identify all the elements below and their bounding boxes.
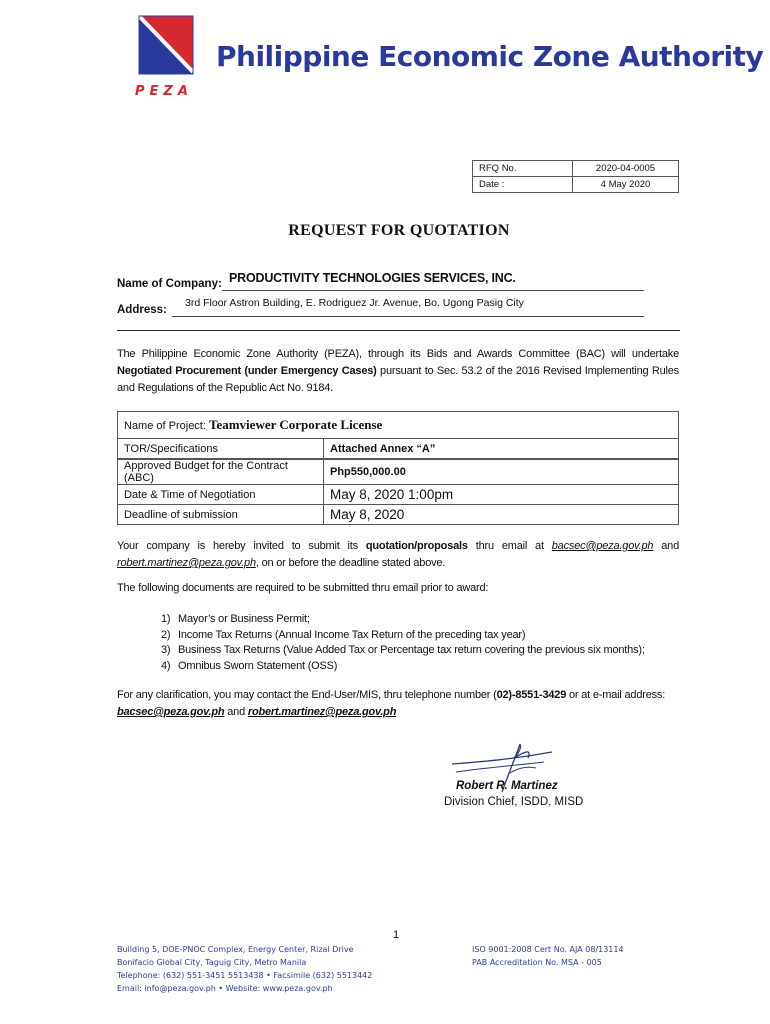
list-item bbox=[161, 612, 645, 628]
footer-line: Bonifacio Global City, Taguig City, Metro Manila bbox=[117, 958, 307, 967]
deadline-label: Deadline of submission bbox=[118, 505, 324, 525]
list-text: Income Tax Returns (Annual Income Tax Return of the preceding tax year) bbox=[178, 628, 526, 641]
negotiation-value: May 8, 2020 1:00pm bbox=[324, 485, 679, 505]
signatory-position: Division Chief, ISDD, MISD bbox=[444, 796, 584, 808]
project-row bbox=[118, 459, 679, 485]
rfq-date-row bbox=[473, 177, 679, 193]
footer-line: Email: info@peza.gov.ph • Website: www.peza.gov.ph bbox=[117, 984, 333, 993]
project-row bbox=[118, 505, 679, 525]
invite-bold: quotation/proposals bbox=[365, 540, 468, 552]
email-link-martinez[interactable]: robert.martinez@peza.gov.ph bbox=[117, 557, 256, 569]
footer-line: ISO 9001:2008 Cert No. AJA 08/13114 bbox=[472, 945, 624, 954]
project-name-label: Name of Project: bbox=[124, 420, 209, 432]
list-number: 4) bbox=[161, 659, 171, 672]
signatory-name: Robert R. Martinez bbox=[456, 780, 558, 792]
list-item bbox=[161, 628, 645, 644]
invite-text-1: Your company is hereby invited to submit its bbox=[117, 540, 366, 552]
email-link-bacsec[interactable]: bacsec@peza.gov.ph bbox=[551, 540, 654, 552]
project-table bbox=[117, 411, 679, 525]
rfq-number-row bbox=[473, 161, 679, 177]
project-name-value: Teamviewer Corporate License bbox=[208, 417, 383, 432]
address-label: Address: bbox=[117, 304, 167, 316]
contact-text-2: or at e-mail address: bbox=[566, 689, 666, 701]
contact-text-1: For any clarification, you may contact the End-User/MIS, thru telephone number ( bbox=[117, 689, 497, 701]
project-name-row bbox=[118, 412, 679, 439]
contact-and: and bbox=[224, 706, 248, 718]
list-number: 2) bbox=[161, 628, 171, 641]
contact-phone: 02)-8551-3429 bbox=[496, 689, 567, 701]
rfq-number-label: RFQ No. bbox=[473, 161, 573, 177]
project-row bbox=[118, 439, 679, 460]
company-underline bbox=[222, 290, 644, 291]
email-link-bacsec[interactable]: bacsec@peza.gov.ph bbox=[117, 706, 225, 718]
rfq-date-value: 4 May 2020 bbox=[573, 177, 679, 193]
invite-text-3: and bbox=[653, 540, 679, 552]
intro-text-1: The Philippine Economic Zone Authority (PEZA), through its Bids and Awards Committee (BAC) will undertake bbox=[117, 348, 679, 360]
address-value: 3rd Floor Astron Building, E. Rodriguez Jr. Avenue, Bo. Ugong Pasig City bbox=[185, 297, 524, 309]
list-item bbox=[161, 643, 645, 659]
invite-text-2: thru email at bbox=[467, 540, 552, 552]
footer-line: PAB Accreditation No. MSA - 005 bbox=[472, 958, 602, 967]
separator-line bbox=[117, 330, 680, 331]
footer-line: Telephone: (632) 551-3451 5513438 • Facsimile (632) 5513442 bbox=[117, 971, 373, 980]
list-text: Omnibus Sworn Statement (OSS) bbox=[178, 659, 338, 672]
address-underline bbox=[172, 316, 644, 317]
logo-text: PEZA bbox=[135, 84, 193, 99]
page-number: 1 bbox=[393, 929, 400, 941]
tor-value: Attached Annex “A” bbox=[324, 439, 679, 460]
project-name-cell bbox=[118, 412, 679, 439]
docs-intro: The following documents are required to be submitted thru email prior to award: bbox=[117, 582, 489, 594]
negotiation-label: Date & Time of Negotiation bbox=[118, 485, 324, 505]
list-number: 3) bbox=[161, 644, 171, 656]
intro-paragraph bbox=[117, 346, 679, 397]
footer-address bbox=[117, 943, 372, 995]
rfq-date-label: Date : bbox=[473, 177, 573, 193]
rfq-info-table bbox=[472, 160, 679, 193]
company-label: Name of Company: bbox=[117, 278, 222, 290]
contact-paragraph bbox=[117, 687, 679, 721]
tor-label: TOR/Specifications bbox=[118, 439, 324, 460]
list-text: Mayor’s or Business Permit; bbox=[178, 613, 310, 625]
intro-text-2: pursuant to Sec. 53.2 of the 2016 Revised Implementing Rules and Regulations of the Republic Act No. 9184. bbox=[117, 365, 679, 394]
rfq-number-value: 2020-04-0005 bbox=[573, 161, 679, 177]
docs-list bbox=[161, 612, 645, 674]
document-title: REQUEST FOR QUOTATION bbox=[288, 222, 510, 239]
footer-certification bbox=[472, 943, 624, 969]
list-number: 1) bbox=[161, 613, 171, 625]
list-text: Business Tax Returns (Value Added Tax or Percentage tax return covering the previous six months); bbox=[178, 644, 645, 656]
list-item bbox=[161, 659, 645, 675]
docs-list-wrapper bbox=[161, 612, 645, 674]
company-value: PRODUCTIVITY TECHNOLOGIES SERVICES, INC. bbox=[229, 271, 516, 285]
organization-name: Philippine Economic Zone Authority bbox=[216, 40, 764, 73]
project-row bbox=[118, 485, 679, 505]
deadline-value: May 8, 2020 bbox=[324, 505, 679, 525]
footer-line: Building 5, DOE-PNOC Complex, Energy Center, Rizal Drive bbox=[117, 945, 354, 954]
invite-paragraph bbox=[117, 538, 679, 572]
intro-bold: Negotiated Procurement (under Emergency Cases) bbox=[117, 365, 377, 377]
invite-text-4: , on or before the deadline stated above. bbox=[255, 557, 446, 569]
abc-label: Approved Budget for the Contract (ABC) bbox=[118, 459, 324, 485]
abc-value: Php550,000.00 bbox=[324, 459, 679, 485]
email-link-martinez[interactable]: robert.martinez@peza.gov.ph bbox=[247, 706, 397, 718]
